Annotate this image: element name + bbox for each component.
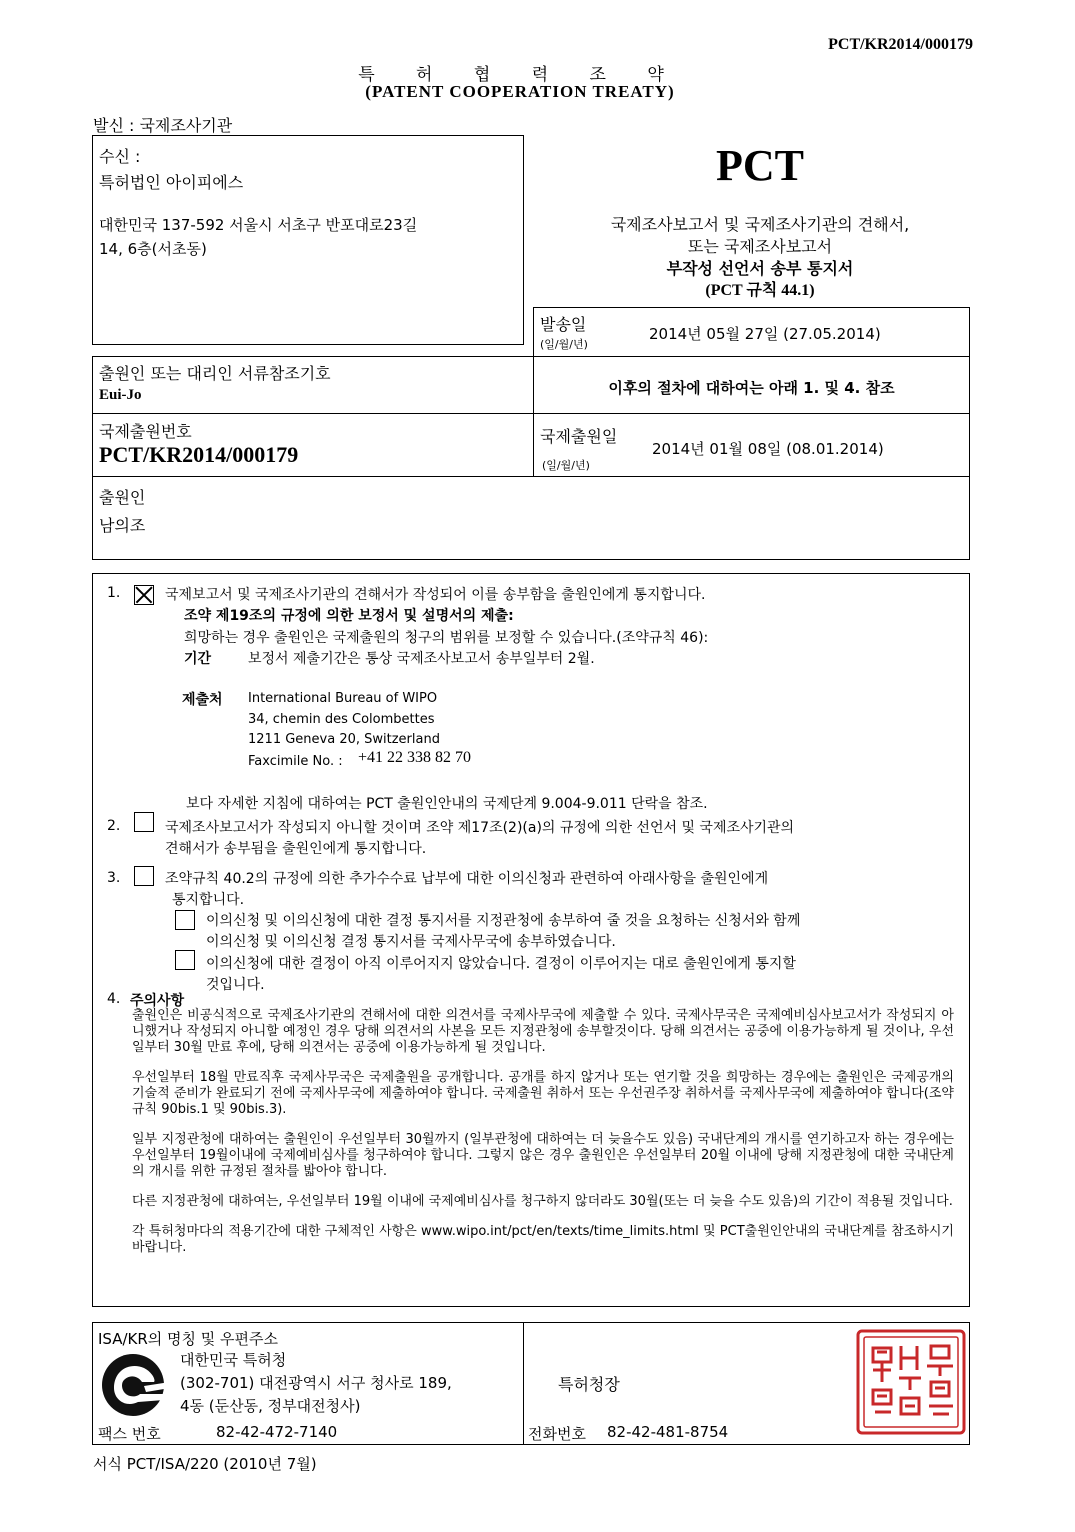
doc-number: PCT/KR2014/000179 [828, 36, 973, 53]
item1-amend-text: 희망하는 경우 출원인은 국제출원의 청구의 범위를 보정할 수 있습니다.(조약규칙 46): [184, 630, 709, 646]
mailing-date-value: 2014년 05월 27일 (27.05.2014) [649, 325, 881, 343]
form-footer: 서식 PCT/ISA/220 (2010년 7월) [93, 1455, 317, 1473]
recipient-label: 수신 : [99, 147, 141, 166]
item4-paragraph-2: 우선일부터 18월 만료직후 국제사무국은 국제출원을 공개합니다. 공개를 하지 않거나 또는 연기할 것을 희망하는 경우에는 출원인은 국제공개의 기술적 준비가 완료되기 전에 국제사무국에 제출하여야 합니다. 국제출원 취하서 또는 우선권주장 취하서를 국제사무국에 제출하여야 합니다(조약 규칙 90bis.1 및 90bis.3). [132, 1070, 954, 1117]
file-ref-value: Eui-Jo [99, 387, 142, 403]
item3-line2: 통지합니다. [172, 892, 245, 908]
isa-address-1: (302-701) 대전광역시 서구 청사로 189, [180, 1374, 452, 1392]
item3-sub2-line2: 것입니다. [206, 977, 265, 993]
isa-label: ISA/KR의 명칭 및 우편주소 [98, 1330, 279, 1348]
isa-divider [523, 1322, 524, 1445]
item3-checkbox [134, 866, 154, 886]
item1-checkbox [134, 585, 154, 605]
wipo-address-line1: International Bureau of WIPO [248, 691, 438, 706]
intl-app-no-label: 국제출원번호 [99, 422, 192, 441]
item2-line2: 견해서가 송부됨을 출원인에게 통지합니다. [165, 841, 427, 857]
intl-app-no-box [92, 413, 534, 477]
item1-fax-value: +41 22 338 82 70 [358, 749, 472, 766]
intl-filing-date-value: 2014년 01월 08일 (08.01.2014) [652, 440, 884, 458]
intl-filing-date-box [533, 413, 970, 477]
item4-notes [132, 1008, 954, 1270]
item4-paragraph-5: 각 특허청마다의 적용기간에 대한 구체적인 사항은 www.wipo.int/pct/en/texts/time_limits.html 및 PCT출원인안내의 국내단계를 참조하시기 바랍니다. [132, 1224, 954, 1255]
notification-title-line3: 부작성 선언서 송부 통지서 [666, 259, 854, 278]
further-action-box [533, 356, 970, 414]
item1-number: 1. [107, 585, 121, 601]
item3-sub1-line1: 이의신청 및 이의신청에 대한 결정 통지서를 지정관청에 송부하여 줄 것을 요청하는 신청서와 함께 [206, 913, 801, 929]
official-seal-icon [855, 1328, 967, 1436]
sender: 발신 : 국제조사기관 [93, 116, 233, 135]
wipo-address-line2: 34, chemin des Colombettes [248, 711, 435, 727]
item4-paragraph-3: 일부 지정관청에 대하여는 출원인이 우선일부터 30월까지 (일부관청에 대하여는 더 늦을수도 있음) 국내단계의 개시를 연기하고자 하는 경우에는 우선일부터 19월이내에 국제예비심사를 청구하여야 합니다. 그렇지 않은 경우 출원인은 우선일부터 20월 이내에 당해 지정관청에 대한 국내단계의 개시를 위한 규정된 절차를 밟아야 합니다. [132, 1132, 954, 1179]
notification-title-line4: (PCT 규칙 44.1) [705, 282, 815, 299]
item3-number: 3. [107, 870, 121, 886]
notification-title-line1: 국제조사보고서 및 국제조사기관의 견해서, [610, 215, 910, 234]
item4-number: 4. [107, 991, 121, 1007]
pct-heading: PCT [716, 141, 804, 190]
title-korean: 특 허 협 력 조 약 [358, 65, 682, 85]
item2-checkbox [134, 812, 154, 832]
item4-heading: 주의사항 [130, 993, 185, 1009]
applicant-label: 출원인 [99, 488, 146, 507]
title-english: (PATENT COOPERATION TREATY) [365, 82, 675, 101]
mailing-date-box [533, 307, 970, 357]
intl-filing-date-label: 국제출원일 [540, 427, 618, 446]
intl-app-no-value: PCT/KR2014/000179 [99, 442, 299, 467]
recipient-address-2: 14, 6층(서초동) [99, 240, 207, 258]
item3-sub1-line2: 이의신청 및 이의신청 결정 통지서를 국제사무국에 송부하였습니다. [206, 934, 616, 950]
isa-official: 특허청장 [558, 1375, 620, 1394]
item1-period-label: 기간 [184, 651, 212, 667]
isa-phone-value: 82-42-481-8754 [607, 1423, 729, 1441]
item4-paragraph-1: 출원인은 비공식적으로 국제조사기관의 견해서에 대한 의견서를 국제사무국에 제출할 수 있다. 국제사무국은 국제예비심사보고서가 작성되지 아니했거나 작성되지 아니할 예정인 경우 당해 의견서의 사본을 모든 지정관청에 송부할것이다. 당해 의견서는 공중에 이용가능하게 될 것이나, 우선일부터 30월 만료 후에, 당해 의견서는 공중에 이용가능하게 될 것입니다. [132, 1008, 954, 1055]
isa-fax-label: 팩스 번호 [98, 1425, 161, 1443]
applicant-value: 남의조 [99, 516, 146, 535]
mailing-date-label: 발송일 [540, 315, 587, 334]
notification-title [530, 214, 990, 302]
item1-amend-heading: 조약 제19조의 규정에 의한 보정서 및 설명서의 제출: [184, 608, 514, 624]
item1-period-text: 보정서 제출기간은 통상 국제조사보고서 송부일부터 2월. [248, 651, 595, 667]
isa-phone-label: 전화번호 [528, 1425, 586, 1443]
item3-line1: 조약규칙 40.2의 규정에 의한 추가수수료 납부에 대한 이의신청과 관련하여 아래사항을 출원인에게 [165, 871, 769, 887]
further-action: 이후의 절차에 대하여는 아래 1. 및 4. 참조 [608, 379, 895, 397]
wipo-address-line3: 1211 Geneva 20, Switzerland [248, 732, 440, 747]
recipient-box [92, 135, 524, 345]
item2-line1: 국제조사보고서가 작성되지 아니할 것이며 조약 제17조(2)(a)의 규정에 의한 선언서 및 국제조사기관의 [165, 820, 795, 836]
file-ref-label: 출원인 또는 대리인 서류참조기호 [99, 364, 331, 383]
intl-filing-date-sublabel: (일/월/년) [542, 459, 590, 472]
item1-guide: 보다 자세한 지침에 대하여는 PCT 출원인안내의 국제단계 9.004-9.011 단락을 참조. [186, 796, 708, 812]
isa-address-2: 4동 (둔산동, 정부대전청사) [180, 1397, 361, 1415]
notification-title-line2: 또는 국제조사보고서 [687, 237, 833, 256]
item3-sub2-line1: 이의신청에 대한 결정이 아직 이루어지지 않았습니다. 결정이 이루어지는 대로 출원인에게 통지할 [206, 956, 796, 972]
recipient-name: 특허법인 아이피에스 [99, 173, 244, 192]
item3-sub1-checkbox [175, 910, 195, 930]
applicant-box [92, 476, 970, 560]
item2-number: 2. [107, 818, 121, 834]
item1-where-address [248, 689, 440, 751]
file-ref-box [92, 356, 534, 414]
item3-sub2-checkbox [175, 950, 195, 970]
item1-fax-label: Faxcimile No. : [248, 754, 343, 769]
isa-fax-value: 82-42-472-7140 [216, 1423, 338, 1441]
isa-name: 대한민국 특허청 [180, 1351, 287, 1369]
item1-where-label: 제출처 [182, 692, 223, 708]
mailing-date-sublabel: (일/월/년) [540, 338, 588, 351]
item4-paragraph-4: 다른 지정관청에 대하여는, 우선일부터 19월 이내에 국제예비심사를 청구하지 않더라도 30월(또는 더 늦을 수도 있음)의 기간이 적용될 것입니다. [132, 1194, 953, 1209]
recipient-address-1: 대한민국 137-592 서울시 서초구 반포대로23길 [99, 216, 418, 234]
kipo-logo-icon [100, 1352, 172, 1418]
item1-text: 국제보고서 및 국제조사기관의 견해서가 작성되어 이를 송부함을 출원인에게 통지합니다. [165, 587, 706, 603]
